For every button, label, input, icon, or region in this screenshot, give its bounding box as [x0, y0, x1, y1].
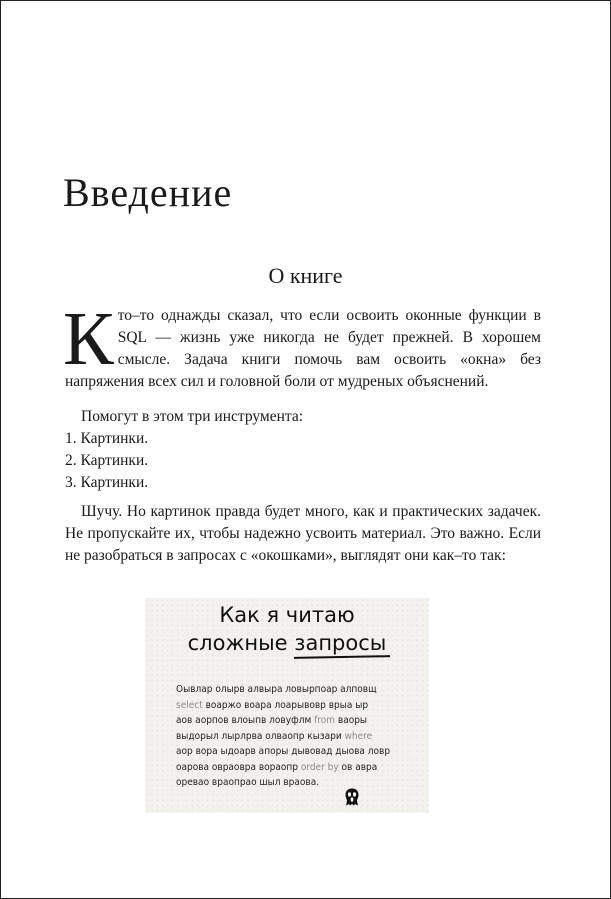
gibberish-line: Оывлар олырв алвыра ловырпоар алповщ	[176, 684, 377, 695]
list-item: 1. Картинки.	[65, 430, 149, 447]
illustration-gibberish-text	[176, 682, 406, 791]
gibberish-line: оарова овраовра вораопр order by ов авра	[176, 761, 378, 773]
intro-paragraph	[63, 297, 541, 393]
chapter-title: Введение	[63, 170, 233, 215]
illustration-title-underlined-word: запросы	[294, 631, 387, 655]
gibberish-line: select воаржо воара лоарывовр врыа ыр	[176, 699, 369, 711]
section-title: О книге	[268, 263, 343, 288]
list-intro: Помогут в этом три инструмента:	[81, 408, 304, 425]
gibberish-line: выдорыл лырлрва олваопр кызари where	[176, 730, 373, 742]
gibberish-line: аов аорпов влоыпв ловуфлм from ваоры	[176, 715, 368, 726]
gibberish-line: аор вора ыдоарв апоры дывовад дыова ловр	[176, 746, 391, 757]
list-item: 2. Картинки.	[65, 452, 149, 469]
illustration-title-line1: Как я читаю	[219, 603, 355, 627]
intro-text: то–то однажды сказал, что если освоить оконные функции в SQL — жизнь уже никогда не будет прежней. В хорошем смысле. Задача книги помочь вам освоить «окна» без напряжения всех сил и головной боли от мудреных объяснений.	[65, 307, 541, 390]
tools-list	[65, 406, 541, 494]
illustration-title-word: сложные	[187, 631, 288, 655]
gibberish-line: оревао враопрао шыл враова.	[176, 777, 320, 788]
list-item: 3. Картинки.	[65, 474, 149, 491]
illustration-title-line2	[145, 631, 429, 655]
illustration	[145, 598, 429, 813]
scream-face-icon	[344, 788, 360, 806]
joke-paragraph: Шучу. Но картинок правда будет много, как и практических задачек. Не пропускайте их, чтобы надежно усвоить материал. Это важно. Если не разобраться в запросах с «окошками», выглядят они как–то так:	[65, 503, 541, 564]
drop-cap: К	[63, 297, 114, 381]
